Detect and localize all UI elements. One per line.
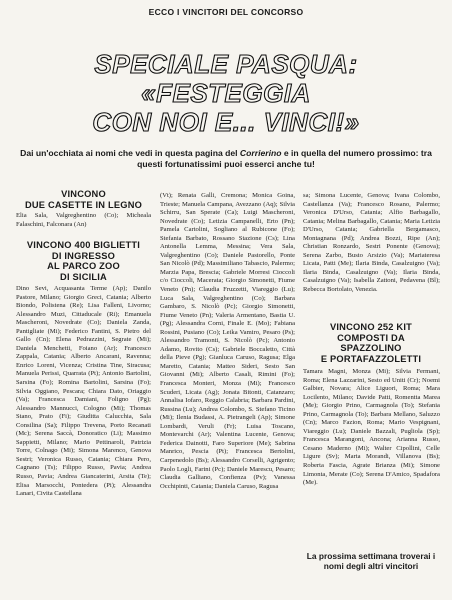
section-biglietti-title-line-4: DI SICILIA <box>60 271 107 282</box>
intro-text <box>20 148 432 169</box>
closing-note: La prossima settimana troverai i nomi degli altri vincitori <box>306 551 436 572</box>
section-casette-title <box>16 189 151 210</box>
kicker: ECCO I VINCITORI DEL CONCORSO <box>148 7 304 17</box>
section-casette-title-line-1: VINCONO <box>61 189 106 199</box>
section-biglietti-title-line-1: VINCONO 400 BIGLIETTI <box>26 240 141 250</box>
headline-line-3: CON NOI E... VINCI!» <box>92 107 360 137</box>
column-3-winners: sa; Simona Lucente, Genova; Ivana Colombo, Castellanza (Va); Francesco Rosano, Palermo; Veronica D'Urso, Catania; Alfio Barbagallo, Catania; Melina Barbagallo, Catania; Maria Letizia D'Urso, Catania; Gabriella Bergamasco, Montagnana (Pd); Andrea Bozzi, Ripe (An); Christian Ronzardo, Sestri Ponente (Genova); Serena Zarbo, Busto Arsizio (Va); Mariateresa Licata, Patti (Me); Ilaria Binda, Casalzuigno (Va); Ilaria Binda, Casalzuigno (Va); Ilaria Binda, Casalzuigno (Va); Isabella Zattoni, Pedavena (Bl); Rebecca Bortolato, Venezia. <box>303 192 440 294</box>
intro-part-1: Dai un'occhiata ai nomi che vedi in questa pagina del <box>20 148 240 158</box>
headline-line-2: «FESTEGGIA <box>141 78 311 108</box>
intro-magazine-name: Corrierino <box>239 148 282 158</box>
section-biglietti-title-line-2: DI INGRESSO <box>51 250 116 261</box>
section-biglietti-title-line-3: AL PARCO ZOO <box>47 261 120 272</box>
column-1-winners: Dino Sevi, Acquasanta Terme (Ap); Danilo Pastore, Milano; Giorgio Greci, Catania; Alberto Biondo, Polistena (Re); Lisa Falleni, Livorno; Alessandro Muzi, Cittaducale (Ri); Emanuela Mascheroni, Novedrate (Co); Daniela Zanda, Pantigliate (Mi); Federico Fantini, S. Pietro del Gallo (Cn); Elena Pedrazzini, Segrate (Mi); Daniela Menchetti, Foiano (Ar); Francesco Zappala, Catania; Alberto Ancarani, Ravenna; Enrico Loreni, Vicenza; Cristina Tine, Siracusa; Manuela Perissi, Quarrata (Pt); Antonio Bartolini, Sarsina (Fo); Romina Bartolini, Sarsina (Fo); Silvia Oggiano, Pescara; Chiara Dato, Oriaggio (Va); Francesca Damiani, Foligno (Pg); Alessandro Mannucci, Cologno (Mi); Thomas Stano, Prato (Fi); Giuditta Calucchia, Sala Consilina (Sa); Filippo Trevena, Porto Recanati (Mc); Serena Saccà, Donoratico (Li); Massimo Sappietti, Milano; Mario Pettinaroli, Patrizia Torre, Colnago (Mi); Simona Marenco, Genova Sestri; Veronica Russo, Catania; Chiara Pero, Cagnano (Ts); Filippo Russo, Pavia; Andrea Russo, Pavia; Andrea Giancaterini, Arsita (Te); Elisa Marsocchi, Pontedera (Pi); Alessandra Lanari, Civita Castellana <box>16 285 151 498</box>
intro-part-2: e in quella del numero prossimo: tra questi fortunatissimi puoi esserci anche tu! <box>137 148 432 169</box>
section-kit-title-line-3: SPAZZOLINO <box>340 343 402 354</box>
section-kit-title-line-1: VINCONO 252 KIT <box>329 322 413 332</box>
column-2-winners: (Vt); Renata Galli, Cremona; Monica Goina, Trieste; Manuela Campana, Avezzano (Aq); Silvia Schirru, San Sperate (Ca); Luigi Mascheroni, Novedrate (Co); Letizia Campanelli, Erto (Pn); Pamela Cartolini, Sogliano al Rubicone (Fo); Stefania Barbato, Rossano Stazione (Cs); Lina Antonella Lemma, Messina; Vera Sala, Valgreghentino (Co); Daniele Pastorello, Ponte San Nicolò (Pd); Massimiliano Tabascio, Palermo; Marzia Papa, Brescia; Gabriele Morresi Cioccoli c/o Cioccoli, Macerata; Giorgio Simonetti, Fiume Veneto (Pn); Claudia Fruzzetti, Viareggio (Lu); Luca Sala, Valgreghentino (Co); Barbara Gambaro, S. Nicolò (Pc); Giorgio Simonetti, Fiume Veneto (Pn); Valeria Armentano, Bastia U. (Pg); Alessandra Corni, Finale E. (Mo); Fabiana Rossini, Pusiano (Co); Leika Vamiro, Pesaro (Ps); Alessandro Tramonti, S. Nicolò (Pc); Antonio Adamo, Rovito (Cs); Gabriele Boccaletto, Città della Pieve (Pg); Gianluca Caruso, Ragusa; Elga Maretto, Catania; Matteo Sideri, Sesto San Giovanni (Mi); Alberto Casali, Rimini (Fo); Francesca Monteri, Monza (Mi); Francesco Scuderi, Licata (Ag); Jonata Bitonti, Catanzaro; Annalisa Iofaro, Reggio Calabria; Barbara Pardini, Russina (Lu); Andrea Colombo, S. Stefano Ticino (Mi); Ilenia Budassi, A. Pietrangeli (Ap); Simone Lombardi, Veruli (Fr); Luisa Toscano, Montevarchi (Ar); Valentina Lucente, Genova; Federica Dainotti, Faro Superiore (Me); Sabrina Manrico, Pescia (Pt); Francesca Bertolini, Carpenedolo (Bs); Alessandro Corselli, Agrigento; Paolo Logli, Farini (Pc); Daniele Marescu, Pesaro; Claudia Galliano, Confienza (Pv); Vanessa Occhipinti, Catania; Daniela Caruso, Ragusa <box>160 192 295 490</box>
column-3-kit-winners: Tamara Magni, Monza (Mi); Silvia Fermani, Roma; Elena Lazzarini, Sesto ed Uniti (Cr); Noemi Galbier, Novara; Alice Liguori, Roma; Mara Locilento, Milano; Davide Patti, Romentta Marea (Me); Giorgio Prino, Carmagnola (To); Stefania Prino, Carmagnola (To); Barbara Mellano, Saluzzo (Cn); Marco Fazion, Roma; Mario Vespignani, Viareggio (Lu); Daniele Bazzali, Pugliola (Sp); Francesca Marangoni, Ancona; Arianna Russo, Cesano Maderno (Mi); Walter Cipollini, Celle Ligure (Sv); Marta Morandi, Villanova (Bs); Roberta Fascia, Agrate Brianza (Mi); Simone Limonta, Merate (Co); Serena D'Amico, Spadafora (Me). <box>303 368 440 487</box>
section-casette-title-line-2: DUE CASETTE IN LEGNO <box>24 199 143 210</box>
section-biglietti-title <box>16 240 151 282</box>
section-kit-title <box>303 322 439 364</box>
section-kit-title-line-4: E PORTAFAZZOLETTI <box>320 353 422 364</box>
section-kit-title-line-2: COMPOSTI DA <box>337 332 405 343</box>
headline <box>0 50 452 137</box>
section-casette-winners: Elia Sala, Valgreghentino (Co); Micheala Falaschini, Falconara (An) <box>16 212 151 228</box>
headline-line-1: SPECIALE PASQUA: <box>94 49 358 79</box>
